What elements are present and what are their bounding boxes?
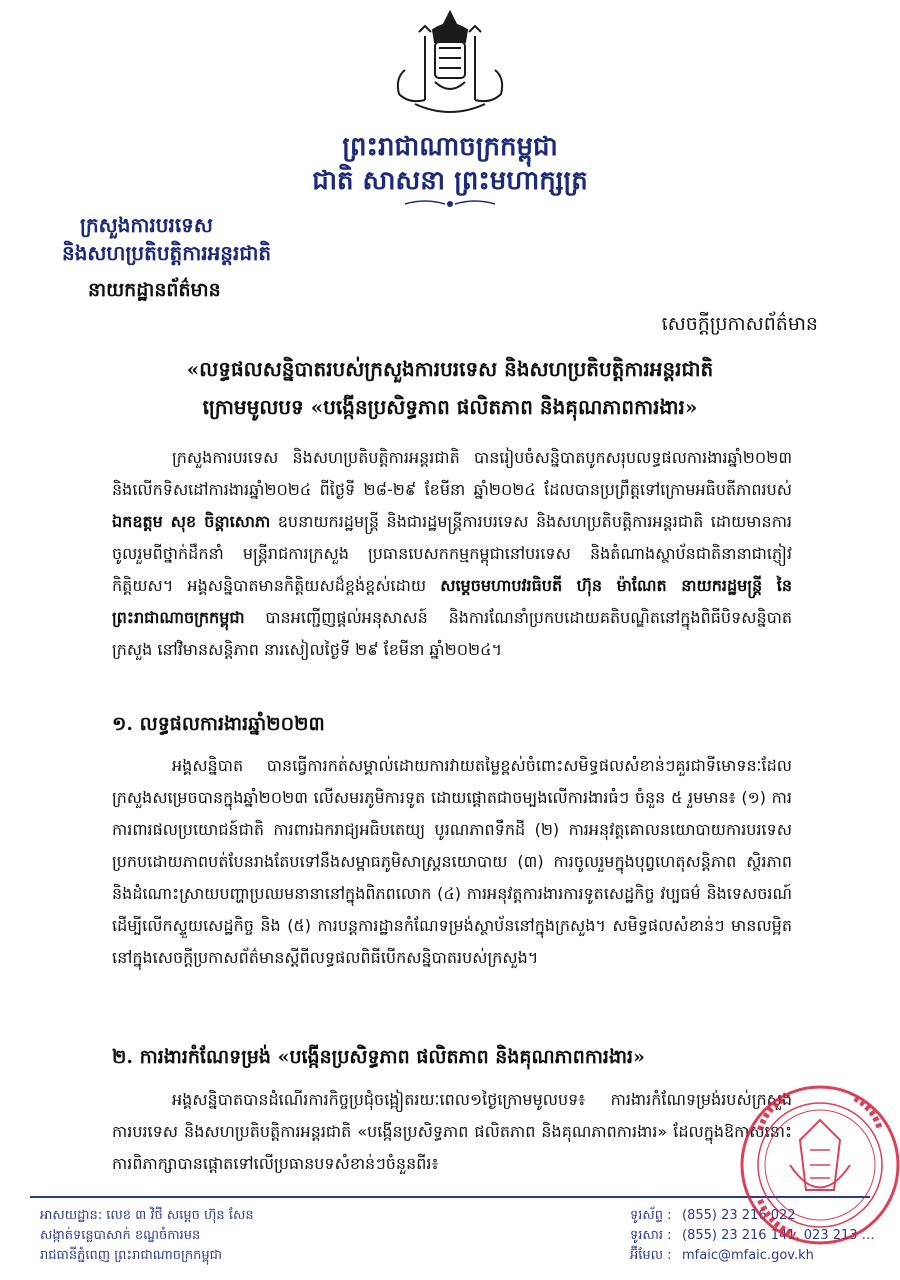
royal-emblem-icon [385,8,515,120]
section1-body: អង្គសន្និបាត បានធ្វើការកត់សម្គាល់ដោយការវាយតម្លៃខ្ពស់ចំពោះសមិទ្ធផលសំខាន់ៗគួរជាទីមោទនៈដែលក្រសួងសម្រេចបានក្នុងឆ្នាំ២០២៣ លើសមរភូមិការទូត ដោយផ្តោតជាចម្បងលើការងារធំៗ ចំនួន ៥ រួមមាន៖ (១) ការការពារផលប្រយោជន៍ជាតិ ការពារឯករាជ្យអធិបតេយ្យ បូរណភាពទឹកដី (២) ការអនុវត្តគោលនយោបាយការបរទេសប្រកបដោយភាពបត់បែនរាងតែបទៅនឹងសម្ពាធភូមិសាស្រ្តនយោបាយ (៣) ការចូលរួមក្នុងបុព្វហេតុសន្តិភាព ស្ថិរភាព និងដំណោះស្រាយបញ្ហាប្រឈមនានានៅក្នុងពិភពលោក (៤) ការអនុវត្តការងារការទូតសេដ្ឋកិច្ច វប្បធម៌ និងទេសចរណ៍ដើម្បីលើកស្ទួយសេដ្ឋកិច្ច និង (៥) ការបន្តការដ្ឋានកំណែទម្រង់ស្ថាប័ននៅក្នុងក្រសួង។ សមិទ្ធផលសំខាន់ៗ មានលម្អិតនៅក្នុងសេចក្តីប្រកាសព័ត៌មានស្តីពីលទ្ធផលពិធីបើកសន្និបាតរបស់ក្រសួង។ [112,756,792,967]
fax-label: ទូរសារ : [630,1228,672,1243]
address-line-1: អាសយដ្ឋាន: លេខ ៣ វិថី សម្តេច ហ៊ុន សែន [40,1208,254,1223]
intro-text-3: បានអញ្ជើញផ្តល់អនុសាសន៍ និងការណែនាំប្រកបដោយគតិបណ្ឌិតនៅក្នុងពិធីបិទសន្និបាតក្រសួង នៅវិមានសន្តិភាព នារសៀលថ្ងៃទី ២៩ ខែមីនា ឆ្នាំ២០២៤។ [112,608,792,659]
address-line-2: សង្កាត់ទន្លេបាសាក់ ខណ្ឌចំការមន [40,1228,201,1243]
ministry-name-line2: និងសហប្រតិបត្តិការអន្តរជាតិ [62,241,272,265]
email-label: អ៊ីមែល : [630,1248,672,1263]
phone-label: ទូរស័ព្ទ : [630,1208,672,1223]
intro-text-1: ក្រសួងការបរទេស និងសហប្រតិបត្តិការអន្តរជាតិ បានរៀបចំសន្និបាតបូកសរុបលទ្ធផលការងារឆ្នាំ២០២៣ និងលើកទិសដៅការងារឆ្នាំ២០២៤ ពីថ្ងៃទី ២៨-២៩ ខែមីនា ឆ្នាំ២០២៤ ដែលបានប្រព្រឹត្តទៅក្រោមអធិបតីភាពរបស់ [112,448,792,499]
intro-name-1: ឯកឧត្តម សុខ ចិន្តាសោភា [112,512,271,531]
department-name: នាយកដ្ឋានព័ត៌មាន [88,279,221,301]
official-seal-icon [730,1070,900,1250]
section1-paragraph [112,750,792,974]
intro-text-2: ឧបនាយករដ្ឋមន្ត្រី និងជារដ្ឋមន្ត្រីការបរទេស និងសហប្រតិបត្តិការអន្តរជាតិ ដោយមានការចូលរួមពីថ្នាក់ដឹកនាំ មន្ត្រីរាជការក្រសួង ប្រធានបេសកកម្មកម្ពុជានៅបរទេស និងតំណាងស្ថាប័នជាតិនានាជាភ្ញៀវកិត្តិយស។ អង្គសន្និបាតមានកិត្តិយសដ៏ខ្ពង់ខ្ពស់ដោយ [112,512,793,595]
section2-paragraph [112,1084,792,1180]
document-type: សេចក្តីប្រកាសព័ត៌មាន [661,313,818,335]
address-line-3: រាជធានីភ្នំពេញ ព្រះរាជាណាចក្រកម្ពុជា [40,1248,222,1263]
intro-name-2: សម្តេចមហាបវរធិបតី ហ៊ុន ម៉ាណែត នាយករដ្ឋមន្ត្រី នៃព្រះរាជាណាចក្រកម្ពុជា [112,576,793,627]
intro-paragraph [112,442,792,666]
kingdom-name: ព្រះរាជាណាចក្រកម្ពុជា [342,132,558,162]
national-motto: ជាតិ សាសនា ព្រះមហាក្សត្រ [312,166,588,196]
section1-heading: ១. លទ្ធផលការងារឆ្នាំ២០២៣ [112,713,325,735]
section2-body: អង្គសន្និបាតបានដំណើរការកិច្ចប្រជុំចង្អៀតរយៈពេល១ថ្ងៃក្រោមមូលបទ៖ ការងារកំណែទម្រង់របស់ក្រសួងការបរទេស និងសហប្រតិបត្តិការអន្តរជាតិ «បង្កើនប្រសិទ្ធភាព ផលិតភាព និងគុណភាពការងារ» ដែលក្នុងឱកាសនោះ ការពិភាក្សាបានផ្តោតទៅលើប្រធានបទសំខាន់ៗចំនួនពីរ៖ [112,1090,792,1173]
footer-address [40,1206,254,1266]
section2-heading: ២. ការងារកំណែទម្រង់ «បង្កើនប្រសិទ្ធភាព ផលិតភាព និងគុណភាពការងារ» [112,1046,645,1068]
ornament-divider-icon [400,198,500,210]
fax-value: (855) 23 216 141, 023 213 … [682,1228,875,1243]
press-release-title-line1: «លទ្ធផលសន្និបាតរបស់ក្រសួងការបរទេស និងសហប្រតិបត្តិការអន្តរជាតិ [186,357,714,381]
phone-value: (855) 23 216 022 [682,1208,796,1223]
press-release-title-line2: ក្រោមមូលបទ «បង្កើនប្រសិទ្ធភាព ផលិតភាព និងគុណភាពការងារ» [202,395,698,419]
email-value: mfaic@mfaic.gov.kh [682,1248,814,1263]
ministry-name-line1: ក្រសួងការបរទេស [80,213,213,237]
